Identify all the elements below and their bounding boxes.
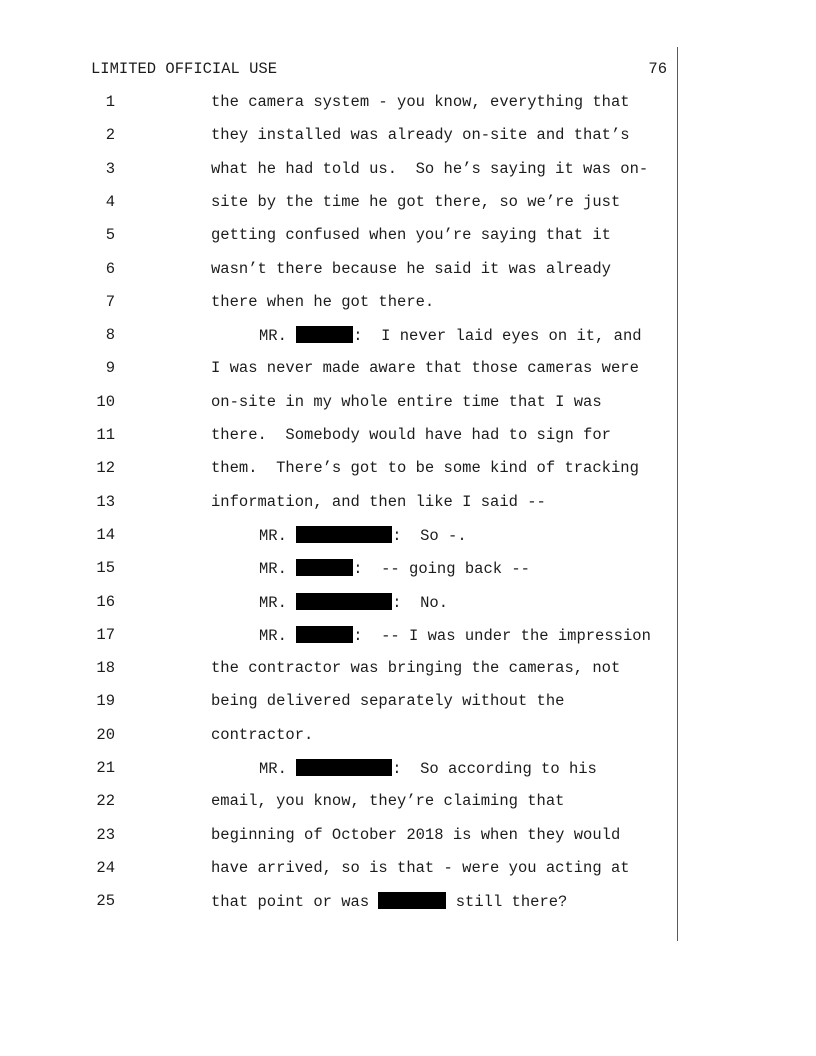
line-number: 19 [96, 692, 115, 711]
transcript-line [0, 892, 816, 914]
line-number: 2 [105, 126, 115, 145]
line-number: 10 [96, 392, 115, 411]
line-text: : So according to his [392, 760, 597, 778]
line-text: beginning of October 2018 is when they would [211, 825, 621, 844]
redaction-box [296, 526, 392, 543]
line-text: : -- going back -- [353, 560, 530, 579]
transcript-line [0, 759, 816, 781]
line-text: email, you know, they’re claiming that [211, 792, 565, 811]
transcript-line [0, 659, 816, 681]
line-text: getting confused when you’re saying that it [211, 226, 611, 245]
speaker-line [259, 559, 530, 578]
line-number: 4 [105, 192, 115, 211]
transcript-line [0, 493, 816, 515]
redaction-box [296, 626, 353, 643]
speaker-line [259, 626, 651, 645]
line-text: they installed was already on-site and that’s [211, 126, 630, 145]
transcript-line [0, 593, 816, 615]
transcript-line [0, 126, 816, 148]
line-number: 22 [96, 792, 115, 811]
redaction-box [296, 593, 392, 610]
speaker-line [259, 326, 642, 345]
transcript-line [0, 260, 816, 282]
transcript-line [0, 859, 816, 881]
line-text: wasn’t there because he said it was already [211, 259, 611, 278]
line-text: the contractor was bringing the cameras, not [211, 659, 621, 678]
line-number: 21 [96, 759, 115, 777]
speaker-line [259, 526, 467, 545]
line-text: there. Somebody would have had to sign for [211, 426, 611, 444]
line-number: 14 [96, 525, 115, 544]
line-text: contractor. [211, 725, 314, 744]
line-text: : No. [392, 593, 449, 612]
line-number: 13 [96, 492, 115, 511]
line-number: 20 [96, 725, 115, 744]
line-text: there when he got there. [211, 292, 435, 311]
transcript-line [0, 359, 816, 381]
line-text: have arrived, so is that - were you acting at [211, 858, 630, 877]
line-text: : I never laid eyes on it, and [353, 327, 642, 346]
line-text: the camera system - you know, everything that [211, 93, 630, 111]
redaction-box [296, 559, 353, 576]
line-number: 7 [105, 292, 115, 311]
redaction-box [296, 759, 392, 776]
redaction-box [296, 326, 353, 343]
transcript-line [0, 226, 816, 248]
line-number: 12 [96, 459, 115, 478]
line-text: : -- I was under the impression [353, 626, 651, 645]
speaker-line [259, 759, 597, 778]
line-number: 9 [105, 359, 115, 378]
line-number: 11 [96, 426, 115, 444]
line-text: that point or was [211, 893, 379, 912]
speaker-prefix: MR. [259, 626, 297, 645]
transcript-line [0, 193, 816, 215]
line-number: 3 [105, 159, 115, 178]
speaker-prefix: MR. [259, 327, 297, 346]
line-text-with-redaction [211, 892, 567, 911]
line-text: what he had told us. So he’s saying it was on- [211, 159, 649, 178]
transcript-line [0, 726, 816, 748]
line-number: 16 [96, 592, 115, 611]
line-text: still there? [446, 893, 568, 912]
transcript-line [0, 692, 816, 714]
line-number: 1 [105, 93, 115, 111]
transcript-line [0, 93, 816, 115]
line-number: 6 [105, 259, 115, 278]
transcript-line [0, 160, 816, 182]
redaction-box [378, 892, 446, 909]
speaker-line [259, 593, 448, 612]
line-text: them. There’s got to be some kind of tracking [211, 459, 639, 478]
line-text: information, and then like I said -- [211, 492, 546, 511]
line-text: : So -. [392, 526, 467, 545]
line-number: 5 [105, 226, 115, 245]
transcript-line [0, 526, 816, 548]
transcript-line [0, 393, 816, 415]
transcript-line [0, 459, 816, 481]
line-number: 15 [96, 559, 115, 578]
transcript-line [0, 826, 816, 848]
line-text: being delivered separately without the [211, 692, 565, 711]
line-number: 18 [96, 659, 115, 678]
line-number: 8 [105, 326, 115, 345]
speaker-prefix: MR. [259, 593, 297, 612]
page-header [91, 60, 667, 80]
page-number: 76 [648, 60, 667, 78]
classification-marking: LIMITED OFFICIAL USE [91, 60, 278, 78]
line-text: on-site in my whole entire time that I was [211, 392, 602, 411]
transcript-line [0, 293, 816, 315]
line-number: 25 [96, 892, 115, 911]
speaker-prefix: MR. [259, 760, 297, 778]
transcript-line [0, 426, 816, 448]
line-text: I was never made aware that those cameras were [211, 359, 639, 378]
transcript-line [0, 626, 816, 648]
line-text: site by the time he got there, so we’re just [211, 192, 621, 211]
transcript-line [0, 792, 816, 814]
speaker-prefix: MR. [259, 526, 297, 545]
line-number: 17 [96, 625, 115, 644]
speaker-prefix: MR. [259, 560, 297, 579]
transcript-line [0, 326, 816, 348]
transcript-line [0, 559, 816, 581]
line-number: 23 [96, 825, 115, 844]
line-number: 24 [96, 858, 115, 877]
